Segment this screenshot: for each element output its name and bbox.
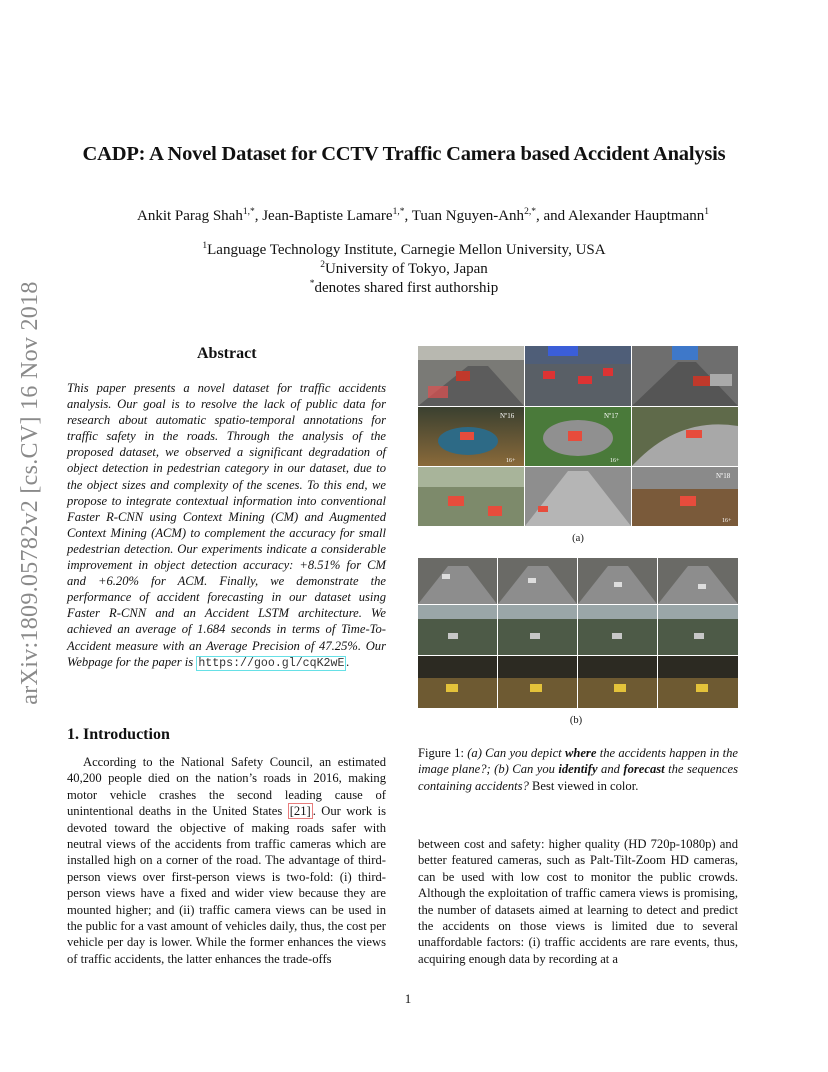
webpage-link[interactable]: https://goo.gl/cqK2wE (198, 656, 345, 670)
author-name: Ankit Parag Shah (137, 208, 243, 224)
abstract-text: This paper presents a novel dataset for traffic accidents analysis. Our goal is to resolve the lack of public data for research about automatic spatio-temporal annotations for traffic safety in the roads. Through the analysis of the proposed dataset, we observed a significant degradation of object detection in pedestrian category in our dataset, due to the object sizes and complexity of the scenes. To this end, we propose to integrate contextual information into conventional Faster R-CNN using Context Mining (CM) and Augmented Context Mining (ACM) to complement the accuracy for small pedestrian detection. Our experiments indicate a considerable improvement in object detection accuracy: +8.51% for CM and +6.20% for ACM. Finally, we demonstrate the performance of accident forecasting in our dataset using Faster R-CNN and an Accident LSTM architecture. We achieved an average of 1.684 seconds in terms of Time-To-Accident measure with an Average Precision of 47.25%. Our Webpage for the paper is (67, 381, 386, 669)
caption-text: (a) Can you depict (467, 746, 565, 760)
right-column-text (418, 836, 738, 967)
author-separator: , (404, 208, 412, 224)
frame-row-1 (418, 558, 738, 604)
page-number: 1 (404, 991, 412, 1006)
cctv-frame (632, 467, 738, 526)
figure-1a-label: (a) (572, 533, 584, 544)
cctv-frame (632, 407, 738, 466)
cctv-frame (418, 346, 524, 406)
author-affiliation-marker: 1,* (242, 207, 255, 217)
camera-label: Nº18 (716, 472, 731, 480)
caption-text: the accidents happen in the image plane?; (b) Can you (418, 746, 738, 777)
author-separator: , and (535, 208, 569, 224)
frame-row-2 (418, 605, 738, 655)
camera-label: Nº16 (500, 412, 515, 420)
affiliation-marker: 2 (320, 260, 325, 270)
affiliation-text: Language Technology Institute, Carnegie Mellon University, USA (207, 242, 606, 258)
caption-emphasis: forecast (623, 762, 665, 777)
author-name: Alexander Hauptmann (568, 208, 705, 224)
affiliation-text: University of Tokyo, Japan (324, 261, 488, 277)
intro-text-b: . Our work is devoted toward the objective of making roads safer with neutral views of the accidents from traffic cameras which are installed high on a corner of the road. The advantage of third-person views over first-person views is two-fold: (i) third-person views have a fixed and wider view because they are mounted higher; and (ii) traffic camera views can be used in the public for a vast amount of vehicles daily, thus, the cost per vehicle per day is lower. While the former enhances the views of traffic accidents, the latter enhances the trade-offs (67, 804, 386, 966)
citation-link[interactable]: [21] (289, 804, 311, 819)
cctv-frame (525, 407, 631, 466)
intro-text-a: According to the National Safety Council, an estimated 40,200 people died on the nation’s roads in 2016, making motor vehicle crashes the second leading cause of unintentional deaths in the United States (67, 755, 386, 819)
introduction-paragraph (67, 754, 386, 967)
figure-1b-label: (b) (569, 715, 583, 726)
author-list (40, 207, 806, 225)
figure-1a-accident-grid (418, 346, 738, 526)
author-separator: , (254, 208, 263, 224)
author-name: Tuan Nguyen-Anh (411, 208, 525, 224)
figure-1-caption (418, 745, 738, 794)
affiliation-text: denotes shared first authorship (314, 280, 499, 296)
caption-note: Best viewed in color. (528, 778, 639, 793)
author-name: Jean-Baptiste Lamare (262, 208, 393, 224)
right-column-paragraph: between cost and safety: higher quality (HD 720p-1080p) and better featured cameras, such as Palt-Tilt-Zoom HD cameras, can be used with low cost to monitor the public crowds. Although the exploitation of traffic camera views is promising, the number of datasets aimed at learning to detect and predict the accidents on those views is limited due to several unaffordable factors: (i) traffic accidents are rare events, thus, acquiring enough data by recording at a (418, 837, 738, 966)
caption-text: the sequences containing accidents? (418, 762, 739, 793)
abstract-body (67, 380, 386, 672)
figure-1b-sequence-grid (418, 558, 738, 708)
abstract-end: . (346, 654, 350, 669)
cctv-frame (525, 346, 631, 406)
caption-text: and (597, 762, 624, 777)
caption-prefix: Figure 1: (418, 746, 468, 760)
author-affiliation-marker: 1,* (392, 207, 405, 217)
camera-label: 16+ (722, 518, 732, 524)
paper-title: CADP: A Novel Dataset for CCTV Traffic Camera based Accident Analysis (82, 143, 726, 165)
introduction-heading: 1. Introduction (67, 726, 170, 743)
abstract-heading: Abstract (197, 345, 257, 362)
caption-emphasis: where (564, 746, 597, 760)
introduction-body (67, 754, 386, 967)
affiliation-2 (40, 260, 768, 278)
arxiv-identifier: arXiv:1809.05782v2 [cs.CV] 16 Nov 2018 (17, 281, 43, 705)
caption-emphasis: identify (558, 762, 598, 777)
affiliation-1 (40, 241, 768, 259)
camera-label: Nº17 (604, 412, 619, 420)
affiliation-marker: * (309, 279, 315, 289)
author-affiliation-marker: 1 (704, 207, 709, 217)
cctv-frame (525, 467, 631, 526)
affiliation-marker: 1 (202, 241, 208, 251)
camera-label: 16+ (506, 458, 516, 464)
cctv-frame (632, 346, 738, 406)
cctv-frame (418, 467, 524, 526)
author-affiliation-marker: 2,* (524, 207, 536, 217)
shared-authorship-note (40, 279, 768, 297)
camera-label: 16+ (610, 458, 620, 464)
cctv-frame (418, 407, 524, 466)
frame-row-3 (418, 656, 738, 708)
